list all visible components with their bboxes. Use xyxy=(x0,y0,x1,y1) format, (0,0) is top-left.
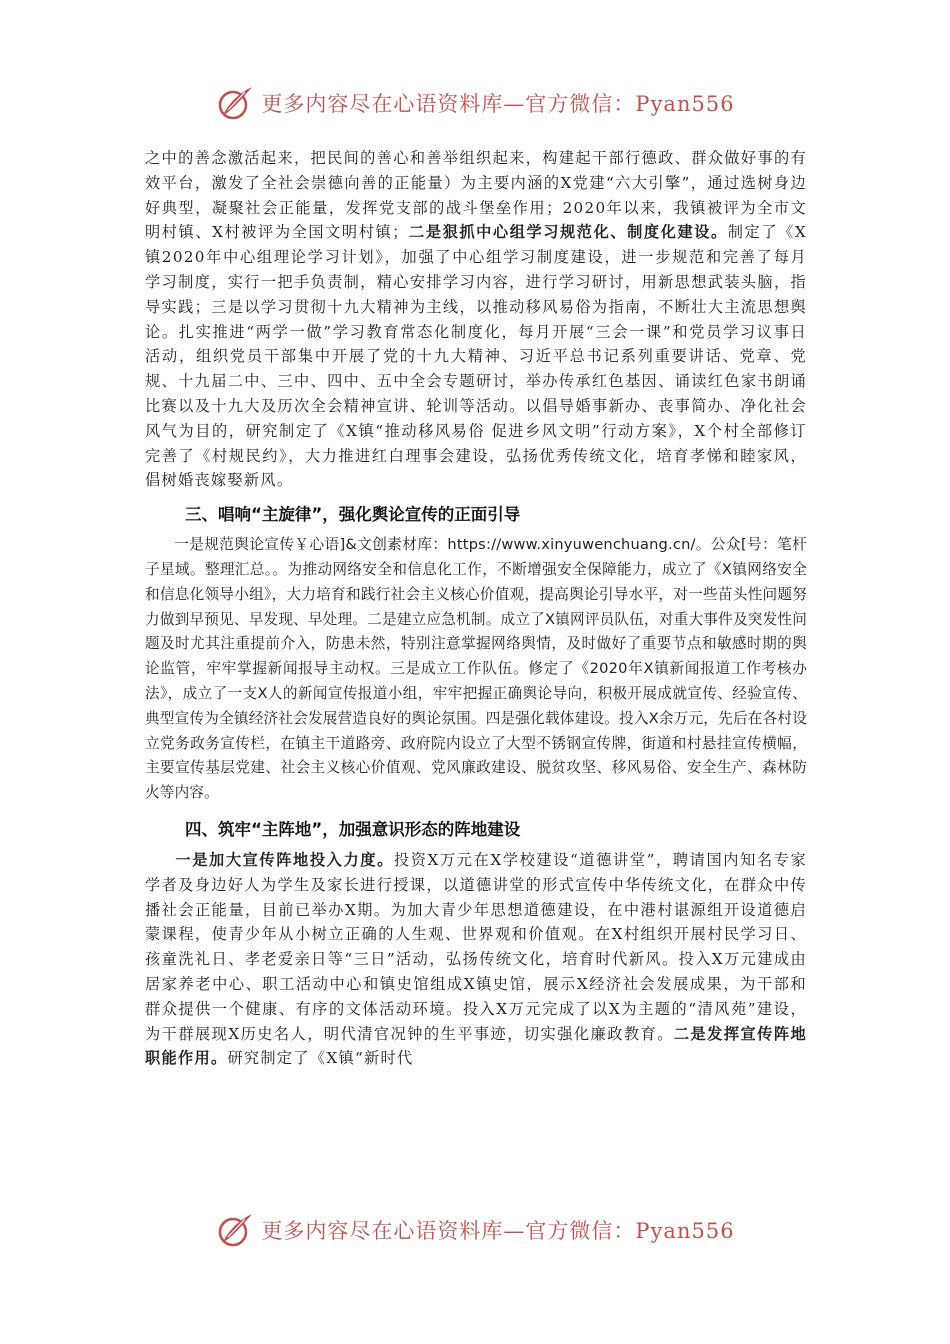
section-heading-4: 四、筑牢“主阵地”，加强意识形态的阵地建设 xyxy=(185,819,521,839)
header-banner xyxy=(0,83,950,123)
banner-text: 更多内容尽在心语资料库—官方微信：Pyan556 xyxy=(261,92,735,116)
paragraph-1-text: 之中的善念激活起来，把民间的善心和善举组织起来，构建起干部行德政、群众做好事的有效平台，激发了全社会崇德向善的正能量）为主要内涵的X党建“六大引擎”，通过选树身边好典型，凝聚社会正能量，发挥党支部的战斗堡垒作用；2020年以来，我镇被评为全市文明村镇、X村被评为全国文明村镇； xyxy=(145,149,807,242)
document-body xyxy=(145,146,807,1071)
paragraph-3-tail: 研究制定了《X镇“新时代 xyxy=(227,1049,414,1068)
paragraph-3-text: 投资X万元在X学校建设“道德讲堂”，聘请国内知名专家学者及身边好人为学生及家长进行授课，以道德讲堂的形式宣传中华传统文化，在群众中传播社会正能量，目前已举办X期。为加大青少年思想道德建设，在中港村谌源组开设道德启蒙课程，使青少年从小树立正确的人生观、世界观和价值观。在X村组织开展村民学习日、孩童洗礼日、孝老爱亲日等“三日”活动，弘扬传统文化，培育时代新风。投入X万元建成由居家养老中心、职工活动中心和镇史馆组成X镇史馆，展示X经济社会发展成果，为干部和群众提供一个健康、有序的文体活动环境。投入X万元完成了以X为主题的“清风苑”建设，为干群展现X历史名人，明代清官况钟的生平事迹，切实强化廉政教育。 xyxy=(145,850,808,1043)
paragraph-2-text: 一是规范舆论宣传￥心语]&文创素材库：https://www.xinyuwenchuang.cn/。公众[号：笔杆子星域。整理汇总。。为推动网络安全和信息化工作，不断增强安全保障能力，成立了《X镇网络安全和信息化领导小组》，大力培育和践行社会主义核心价值观，提高舆论引导水平，对一些苗头性问题努力做到早预见、早发现、早处理。二是建立应急机制。成立了X镇网评员队伍，对重大事件及突发性问题及时尤其注重提前介入，防患未然，特别注意掌握网络舆情，及时做好了重要节点和敏感时期的舆论监管，牢牢掌握新闻报导主动权。三是成立工作队伍。修定了《2020年X镇新闻报道工作考核办法》，成立了一支X人的新闻宣传报道小组，牢牢把握正确舆论导向，积极开展成就宣传、经验宣传、典型宣传为全镇经济社会发展营造良好的舆论氛围。四是强化载体建设。投入X余万元，先后在各村设立党务政务宣传栏，在镇主干道路旁、政府院内设立了大型不锈钢宣传牌，街道和村悬挂宣传横幅，主要宣传基层党建、社会主义核心价值观、党风廉政建设、脱贫攻坚、移风易俗、安全生产、森林防火等内容。 xyxy=(145,536,807,802)
paragraph-1 xyxy=(145,146,807,493)
footer-banner xyxy=(0,1210,950,1250)
paragraph-1-rest: 制定了《X镇2020年中心组理论学习计划》，加强了中心组学习制度建设，进一步规范和完善了每月学习制度，实行一把手负责制，精心安排学习内容，进行学习研讨，用新思想武装头脑，指导实践；三是以学习贯彻十九大精神为主线，以推动移风易俗为指南，不断壮大主流思想舆论。扎实推进“两学一做”学习教育常态化制度化，每月开展“三会一课”和党员学习议事日活动，组织党员干部集中开展了党的十九大精神、习近平总书记系列重要讲话、党章、党规、十九届二中、三中、四中、五中全会专题研讨，举办传承红色基因、诵读红色家书朗诵比赛以及十九大及历次全会精神宣讲、轮训等活动。以倡导婚事新办、丧事简办、净化社会风气为目的，研究制定了《X镇“推动移风易俗 促进乡风文明”行动方案》，X个村全部修订完善了《村规民约》，大力推进红白理事会建设，弘扬优秀传统文化，培育孝悌和睦家风，倡树婚丧嫁娶新风。 xyxy=(145,223,807,490)
paragraph-3-bold: 一是加大宣传阵地投入力度。 xyxy=(175,850,394,869)
quill-logo-icon xyxy=(215,1210,255,1250)
paragraph-1-bold: 二是狠抓中心组学习规范化、制度化建设。 xyxy=(408,223,728,242)
quill-logo-icon xyxy=(215,83,255,123)
banner-text: 更多内容尽在心语资料库—官方微信：Pyan556 xyxy=(261,1219,735,1243)
paragraph-3 xyxy=(145,848,807,1071)
section-heading-3: 三、唱响“主旋律”，强化舆论宣传的正面引导 xyxy=(185,505,521,525)
paragraph-2 xyxy=(145,533,807,806)
paragraph-3-bold-2: 二是发挥宣传阵地职能作用。 xyxy=(145,1024,807,1068)
